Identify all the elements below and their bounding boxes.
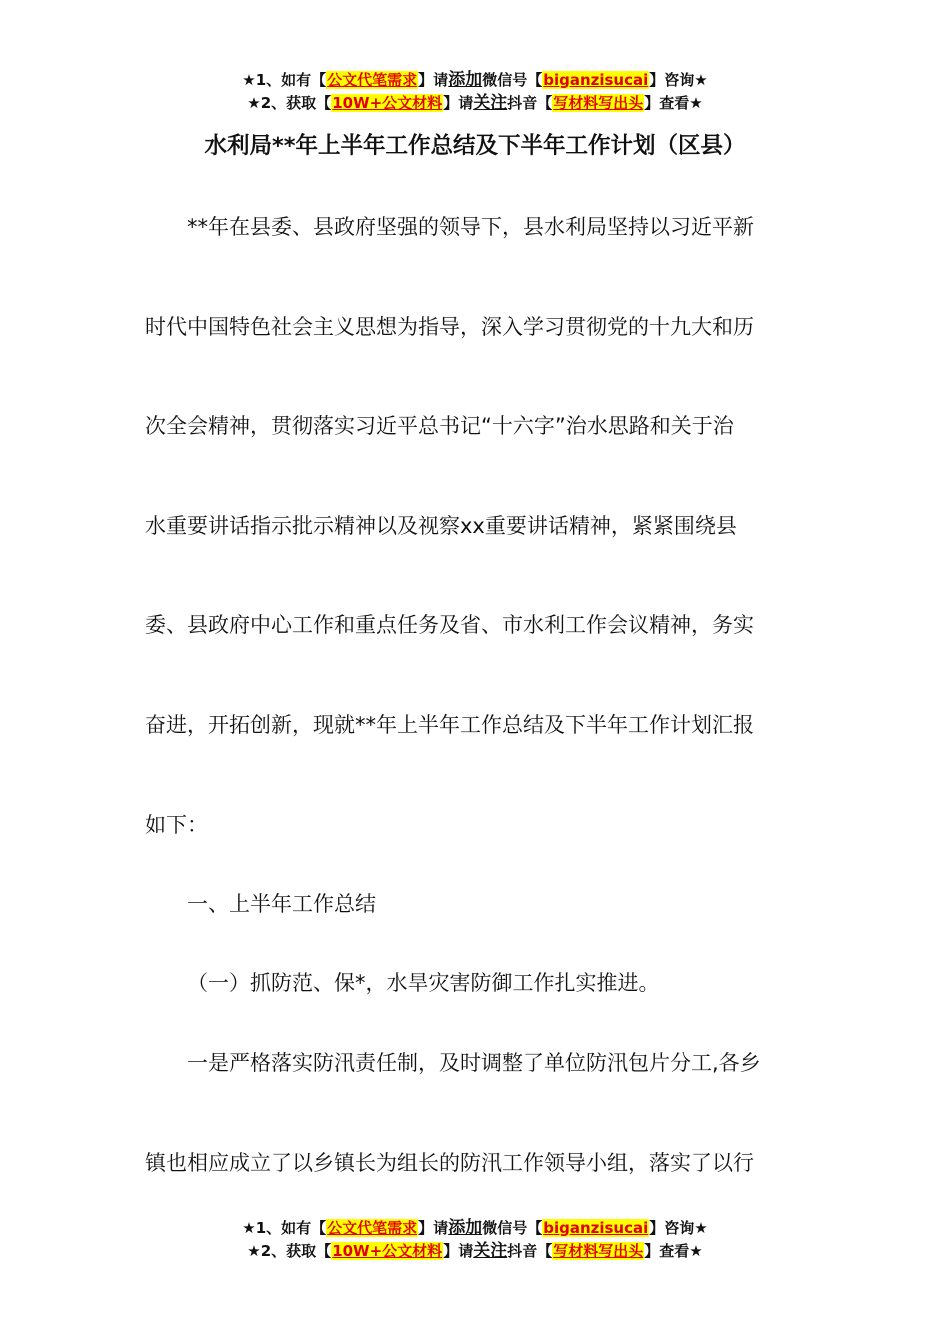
promo-line-2: ★2、获取【10W+公文材料】请关注抖音【写材料写出头】查看★ xyxy=(247,1241,703,1261)
body-line: 奋进，开拓创新，现就**年上半年工作总结及下半年工作计划汇报 xyxy=(145,713,754,737)
promo-highlight-materials: 10W+公文材料 xyxy=(332,94,443,112)
body-line: 时代中国特色社会主义思想为指导，深入学习贯彻党的十九大和历 xyxy=(145,315,754,339)
body-line: 镇也相应成立了以乡镇长为组长的防汛工作领导小组，落实了以行 xyxy=(145,1151,754,1175)
promo-highlight-service: 公文代笔需求 xyxy=(327,1219,418,1237)
body-line: 如下： xyxy=(145,813,208,837)
promo-line-1: ★1、如有【公文代笔需求】请添加微信号【biganzisucai】咨询★ xyxy=(242,1218,708,1238)
promo-highlight-douyin: 写材料写出头 xyxy=(553,1242,644,1260)
promo-highlight-wechat: biganzisucai xyxy=(543,1219,649,1237)
body-line: 委、县政府中心工作和重点任务及省、市水利工作会议精神，务实 xyxy=(145,613,754,637)
body-line: 水重要讲话指示批示精神以及视察xx重要讲话精神，紧紧围绕县 xyxy=(145,514,737,538)
promo-footer xyxy=(0,1217,950,1263)
promo-highlight-service: 公文代笔需求 xyxy=(327,71,418,89)
document-title: 水利局**年上半年工作总结及下半年工作计划（区县） xyxy=(204,133,746,159)
promo-line-1: ★1、如有【公文代笔需求】请添加微信号【biganzisucai】咨询★ xyxy=(242,70,708,90)
subsection-heading: （一）抓防范、保*，水旱灾害防御工作扎实推进。 xyxy=(187,971,660,995)
body-line: **年在县委、县政府坚强的领导下，县水利局坚持以习近平新 xyxy=(187,215,754,239)
promo-line-2: ★2、获取【10W+公文材料】请关注抖音【写材料写出头】查看★ xyxy=(247,93,703,113)
promo-highlight-douyin: 写材料写出头 xyxy=(553,94,644,112)
promo-highlight-materials: 10W+公文材料 xyxy=(332,1242,443,1260)
promo-header xyxy=(0,69,950,115)
section-heading: 一、上半年工作总结 xyxy=(187,892,376,916)
promo-highlight-wechat: biganzisucai xyxy=(543,71,649,89)
body-line: 次全会精神，贯彻落实习近平总书记“十六字”治水思路和关于治 xyxy=(145,414,734,438)
body-line: 一是严格落实防汛责任制，及时调整了单位防汛包片分工,各乡 xyxy=(187,1051,761,1075)
